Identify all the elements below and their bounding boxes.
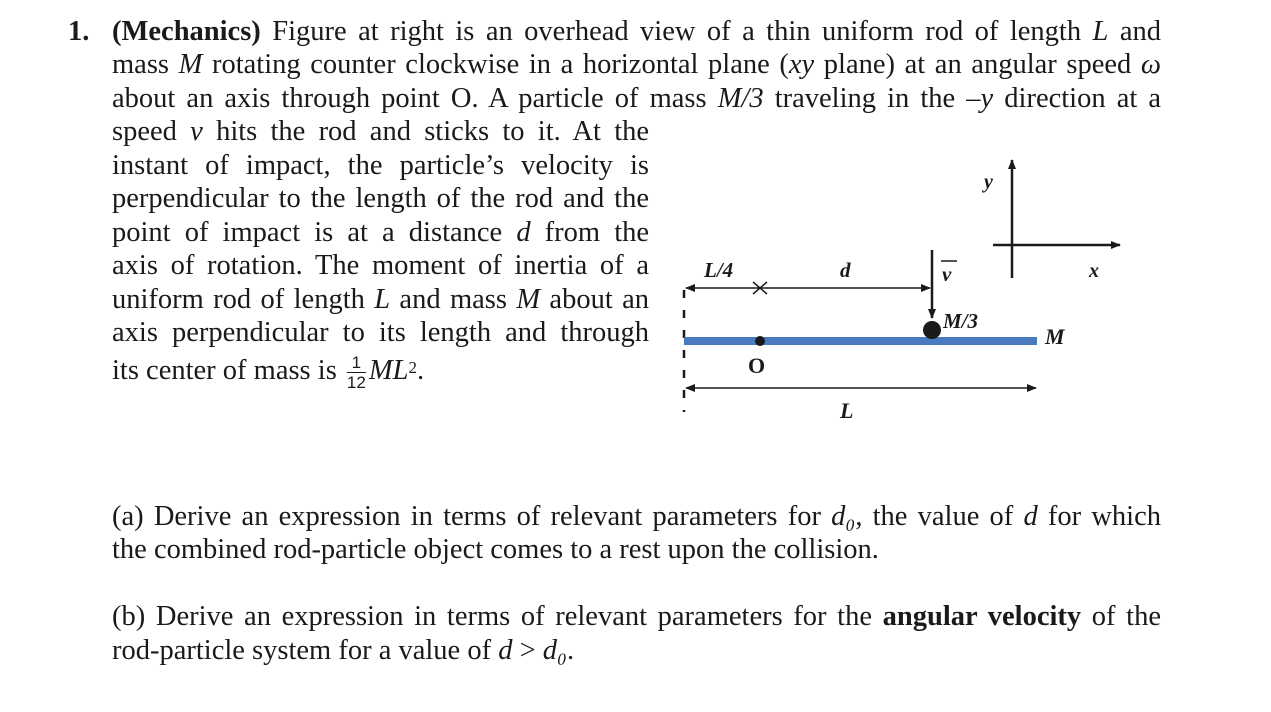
problem-line-7: point of impact is at a distance d from the	[112, 217, 650, 248]
label-o: O	[748, 353, 766, 378]
rod	[684, 337, 1037, 345]
part-a-line-1: (a) Derive an expression in terms of relevant parameters for d₀, the value of d for which	[112, 501, 1162, 532]
pivot-point-o	[755, 336, 765, 346]
label-v: v	[942, 262, 952, 286]
x-axis-label: x	[1089, 260, 1099, 282]
problem-line-4: speed v hits the rod and sticks to it. At the	[112, 116, 650, 147]
problem-number: 1.	[68, 16, 90, 47]
part-b-line-1: (b) Derive an expression in terms of relevant parameters for the angular velocity of the	[112, 601, 1162, 632]
label-l4: L/4	[704, 258, 734, 282]
problem-line-9: uniform rod of length L and mass M about an	[112, 284, 649, 315]
label-l: L	[840, 398, 854, 423]
problem-line-11: its center of mass is $\frac{1}{12}$ $ML^2$.	[112, 353, 425, 392]
part-a-line-2: the combined rod-particle object comes to a rest upon the collision.	[112, 534, 879, 565]
label-m3: M/3	[943, 309, 979, 333]
particle	[923, 321, 941, 339]
problem-line-6: perpendicular to the length of the rod and the	[112, 183, 649, 214]
problem-heading: (Mechanics)	[112, 16, 261, 47]
label-m: M	[1045, 324, 1065, 349]
problem-line-8: axis of rotation. The moment of inertia of a	[112, 250, 649, 281]
problem-line-3: about an axis through point O. A particle of mass M/3 traveling in the –y direction at a	[112, 83, 1162, 114]
problem-line-5: instant of impact, the particle’s velocity is	[112, 150, 649, 181]
part-b-line-2: rod-particle system for a value of d > d₀.	[112, 635, 575, 666]
label-d: d	[840, 258, 851, 282]
problem-line-1: (Mechanics) Figure at right is an overhead view of a thin uniform rod of length L and	[112, 16, 1161, 47]
problem-line-10: axis perpendicular to its length and through	[112, 317, 649, 348]
fraction-one-twelfth: $\frac{1}{12}$	[346, 353, 366, 392]
y-axis-label: y	[984, 171, 993, 193]
problem-line-2: mass M rotating counter clockwise in a horizontal plane (xy plane) at an angular speed ω	[112, 49, 1161, 80]
